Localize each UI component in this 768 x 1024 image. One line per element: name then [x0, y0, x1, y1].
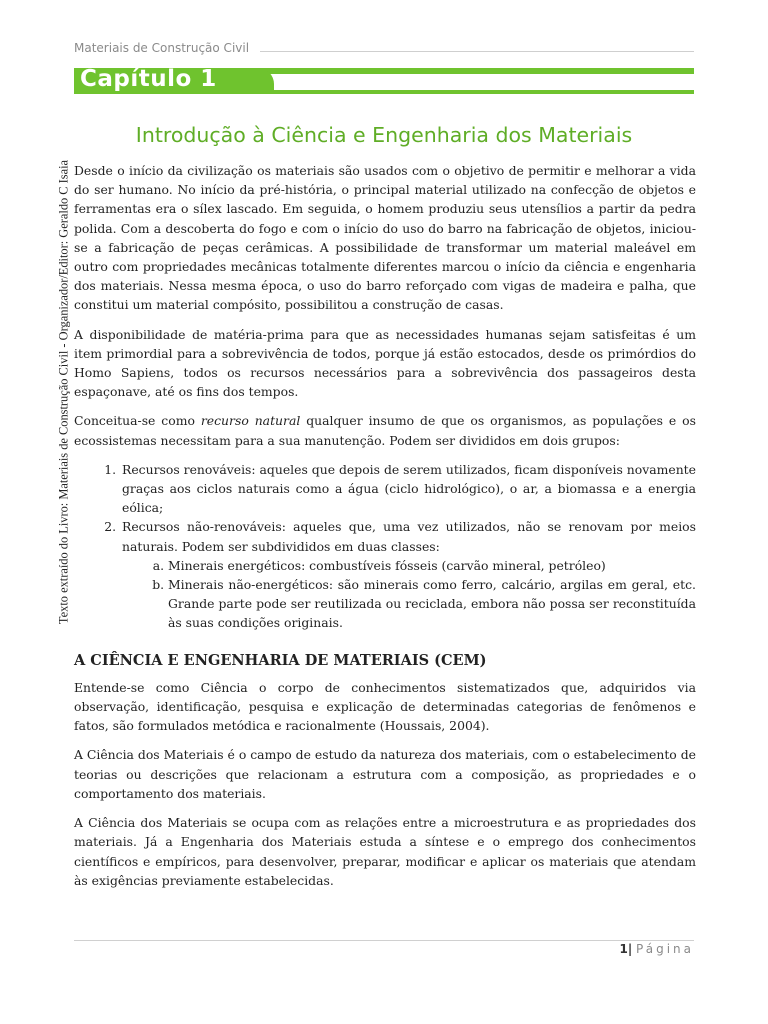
- footer-rule: [74, 940, 694, 941]
- paragraph-2: A disponibilidade de matéria-prima para que as necessidades humanas sejam satisfeitas é um item primordial para a sobrevivência de todos, porque já estão estocados, desde os primórdios do Homo Sapiens, todos os recursos necessários para a sobrevivência dos passageiros desta espaçonave, até os fins dos tempos.: [74, 326, 696, 400]
- section-heading: A CIÊNCIA E ENGENHARIA DE MATERIAIS (CEM): [74, 651, 487, 669]
- page-title: Introdução à Ciência e Engenharia dos Materiais: [135, 123, 633, 147]
- page-number: 1: [619, 942, 628, 956]
- paragraph-1: Desde o início da civilização os materiais são usados com o objetivo de permitir e melhorar a vida do ser humano. No início da pré-história, o principal material utilizado na confecção de objetos e ferramentas era o sílex lascado. Em seguida, o homem produziu seus utensílios a partir da pedra polida. Com a descoberta do fogo e com o início do uso do barro na fabricação de objetos, iniciou-se a fabricação de peças cerâmicas. A possibilidade de transformar um material maleável em outro com propriedades mecânicas totalmente diferentes marcou o início da ciência e engenharia dos materiais. Nessa mesma época, o uso do barro reforçado com vigas de madeira e palha, que constitui um material compósito, possibilitou a construção de casas.: [74, 163, 696, 313]
- resource-list: [74, 460, 696, 633]
- sub-list-item: [168, 575, 696, 633]
- page-word: Página: [636, 942, 694, 956]
- side-note: Texto extraído do Livro: Materiais de Construção Civil - Organizador/Editor: Geraldo C Isaia: [56, 159, 71, 625]
- page-separator: |: [627, 942, 633, 956]
- paragraph-3: [74, 411, 696, 449]
- emphasis-recurso-natural: recurso natural: [200, 413, 301, 429]
- list-item-renewable: Recursos renováveis: aqueles que depois de serem utilizados, ficam disponíveis novamente graças aos ciclos naturais como a água (ciclo hidrológico), o ar, a biomassa e a energia eólica;: [122, 461, 696, 516]
- sub-list-item: [168, 556, 696, 575]
- main-content: [74, 161, 696, 900]
- list-item: [120, 460, 696, 518]
- list-item-nonrenewable: Recursos não-renováveis: aqueles que, uma vez utilizados, não se renovam por meios naturais. Podem ser subdivididos em duas classes:: [122, 519, 696, 554]
- sub-item-nonenergetic: Minerais não-energéticos: são minerais como ferro, calcário, argilas em geral, etc. Grande parte pode ser reutilizada ou reciclada, embora não possa ser reconstituída às suas condições originais.: [168, 577, 696, 631]
- running-title: Materiais de Construção Civil: [74, 41, 250, 55]
- list-item: [120, 517, 696, 632]
- page-footer: [619, 942, 694, 956]
- chapter-label: Capítulo 1: [80, 66, 217, 92]
- section-paragraph-2: A Ciência dos Materiais é o campo de estudo da natureza dos materiais, com o estabelecimento de teorias ou descrições que relacionam a estrutura com a composição, as propriedades e o comportamento dos materiais.: [74, 747, 696, 801]
- section-paragraph-3: A Ciência dos Materiais se ocupa com as relações entre a microestrutura e as propriedades dos materiais. Já a Engenharia dos Materiais estuda a síntese e o emprego dos conhecimentos científicos e empíricos, para desenvolver, preparar, modificar e aplicar os materiais que atendam às exigências previamente estabelecidas.: [74, 815, 696, 888]
- paragraph-3-rest: qualquer insumo de que os organismos, as populações e os ecossistemas necessitam para a sua manutenção. Podem ser divididos em dois grupos:: [74, 413, 696, 448]
- sub-list: [122, 556, 696, 633]
- paragraph-3-text: Conceitua-se como: [74, 413, 201, 429]
- sub-item-energetic: Minerais energéticos: combustíveis fósseis (carvão mineral, petróleo): [168, 557, 606, 573]
- section-paragraph-1: Entende-se como Ciência o corpo de conhecimentos sistematizados que, adquiridos via observação, identificação, pesquisa e explicação de determinadas categorias de fenômenos e fatos, são formulados metódica e racionalmente (Houssais, 2004).: [74, 679, 696, 734]
- header-rule: [260, 51, 694, 52]
